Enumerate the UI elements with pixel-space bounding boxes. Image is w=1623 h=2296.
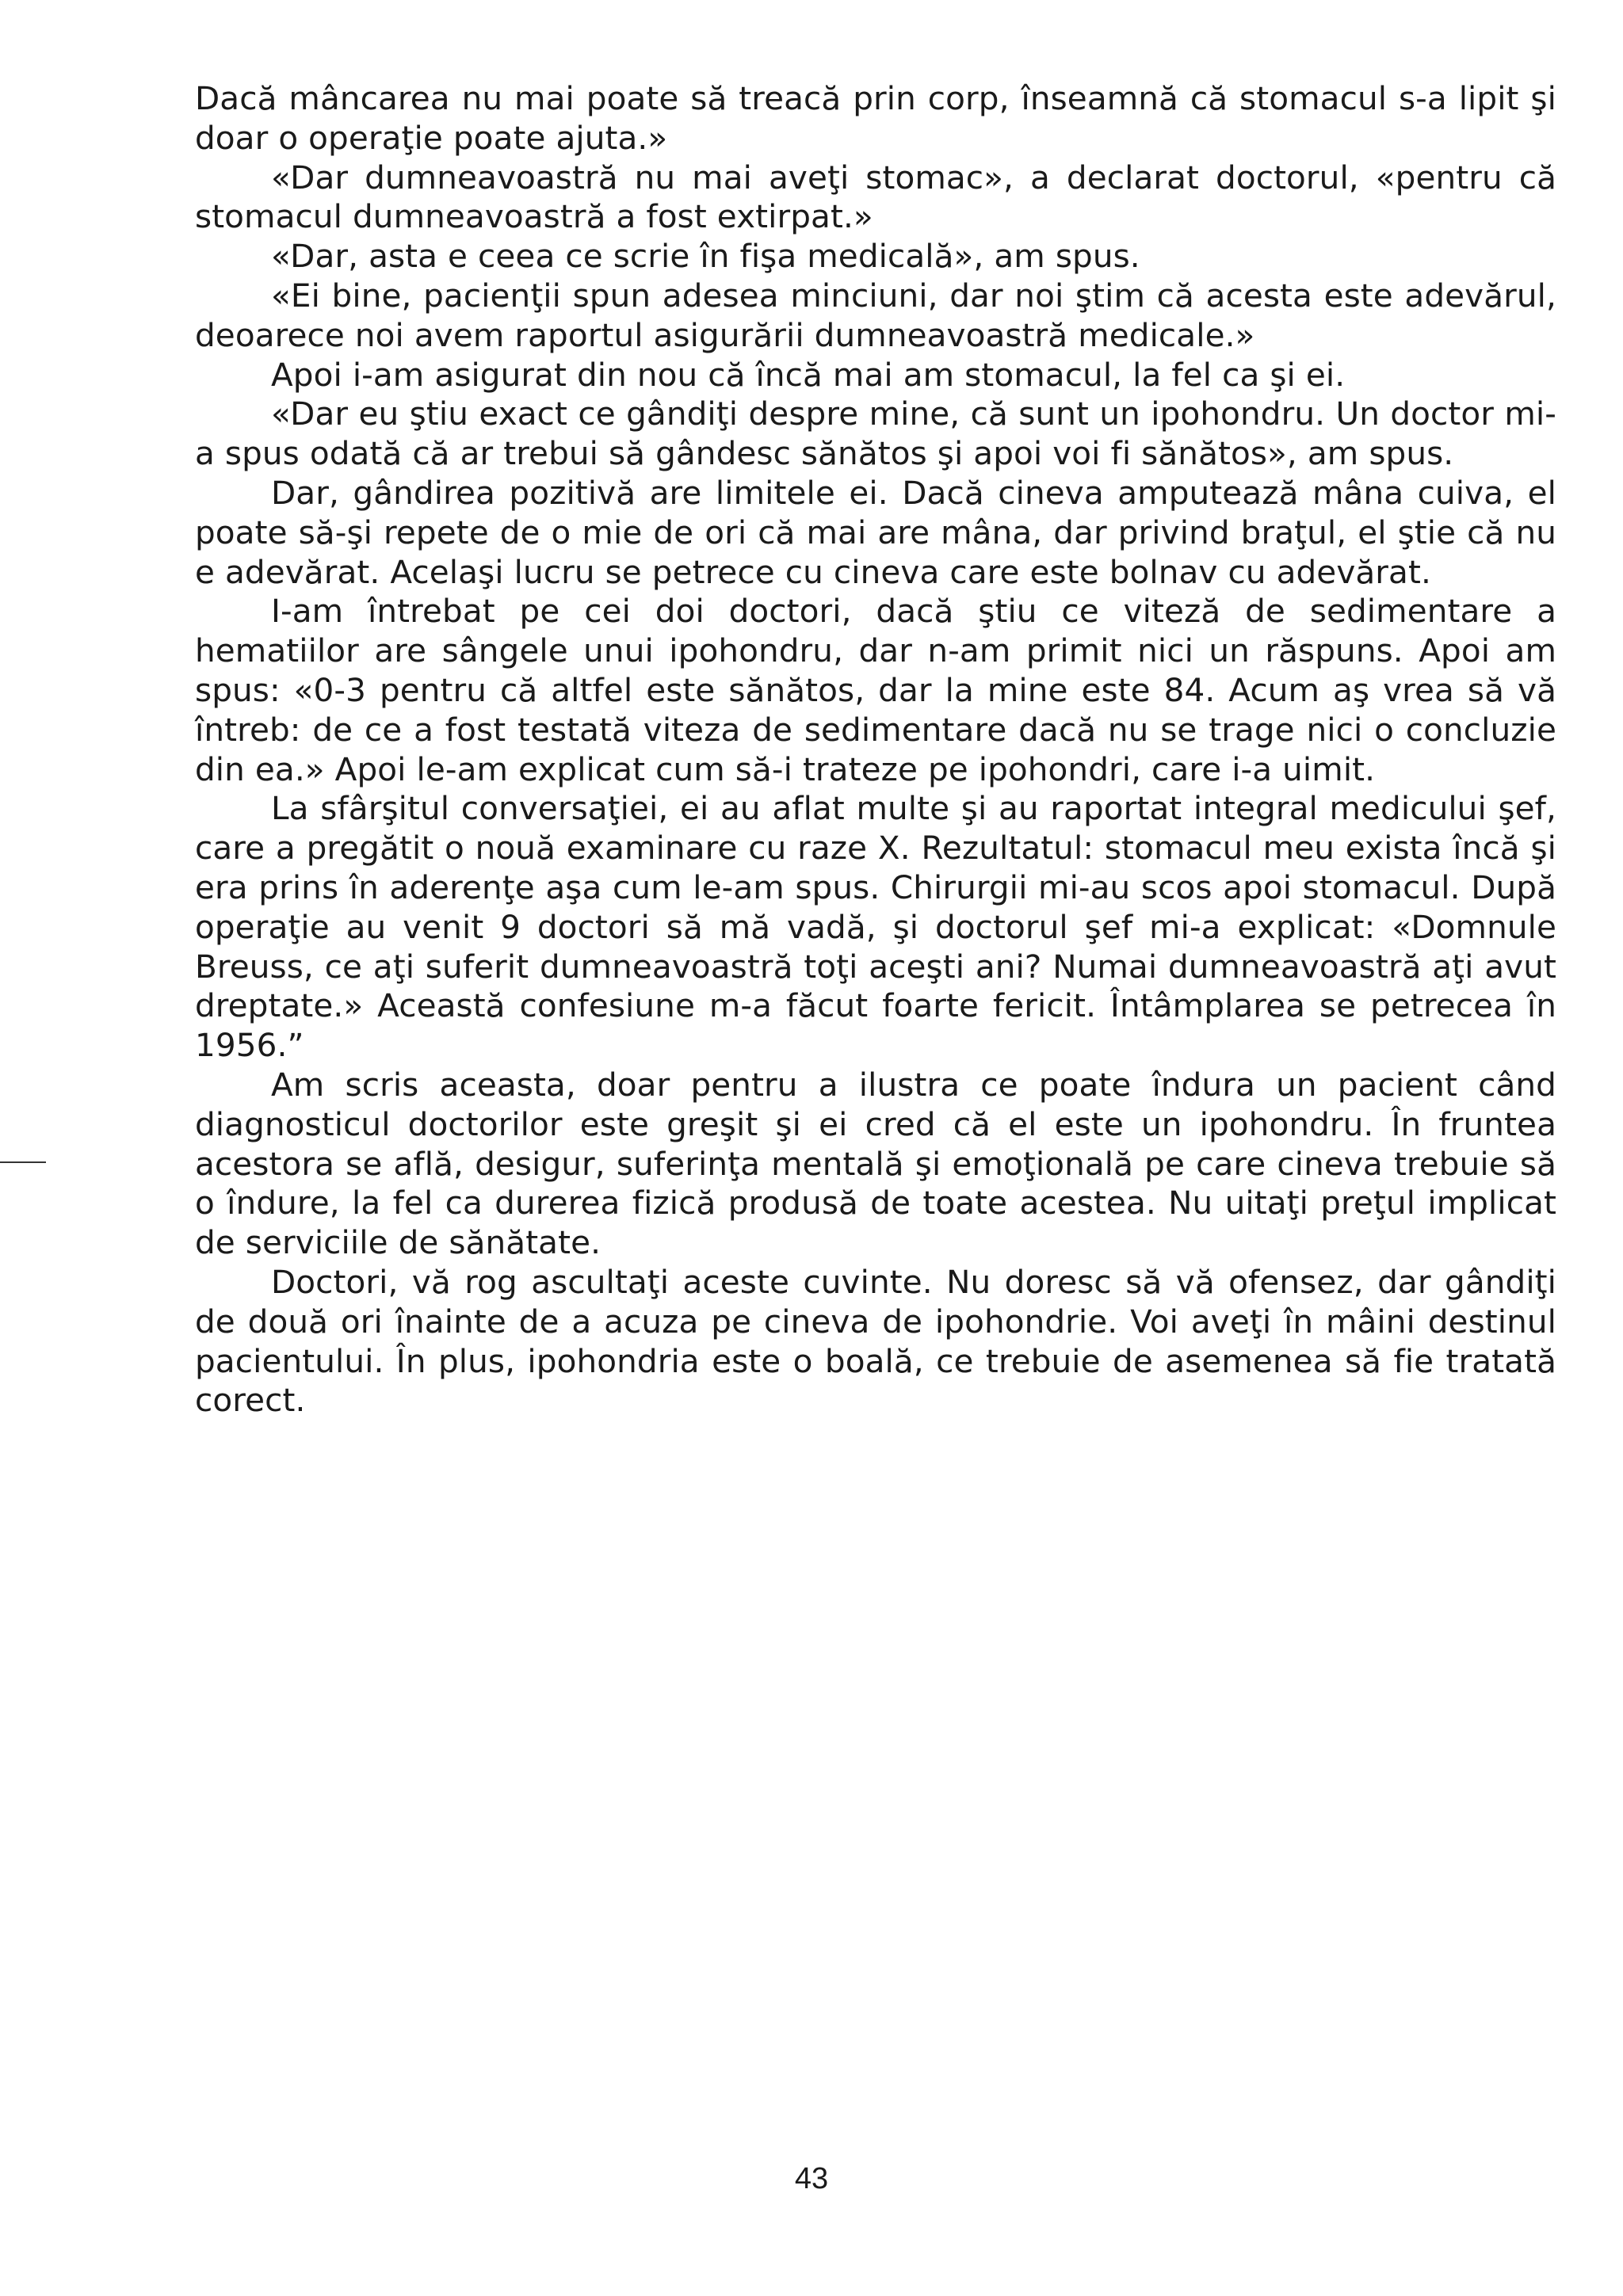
paragraph: La sfârşitul conversaţiei, ei au aflat multe şi au raportat integral medicului şef, care a pregătit o nouă examinare cu raze X. Rezultatul: stomacul meu exista încă şi era prins în aderenţe aşa cum le-am spus. Chirurgii mi-au scos apoi stomacul. După operaţie au venit 9 doctori să mă vadă, şi doctorul şef mi-a explicat: «Domnule Breuss, ce aţi suferit dumneavoastră toţi aceşti ani? Numai dumneavoastră aţi avut dreptate.» Această confesiune m-a făcut foarte fericit. Întâmplarea se petrecea în 1956.”: [195, 789, 1556, 1065]
margin-mark: [0, 1161, 46, 1163]
paragraph: Doctori, vă rog ascultaţi aceste cuvinte. Nu doresc să vă ofensez, dar gândiţi de două ori înainte de a acuza pe cineva de ipohondrie. Voi aveţi în mâini destinul pacientului. În plus, ipohondria este o boală, ce trebuie de asemenea să fie tratată corect.: [195, 1262, 1556, 1420]
paragraph: Dar, gândirea pozitivă are limitele ei. Dacă cineva amputează mâna cuiva, el poate să-şi repete de o mie de ori că mai are mâna, dar privind braţul, el ştie că nu e adevărat. Acelaşi lucru se petrece cu cineva care este bolnav cu adevărat.: [195, 473, 1556, 591]
paragraph: «Dar dumneavoastră nu mai aveţi stomac», a declarat doctorul, «pentru că stomacul dumneavoastră a fost extirpat.»: [195, 158, 1556, 236]
page-number: 43: [794, 2162, 829, 2195]
paragraph: Dacă mâncarea nu mai poate să treacă prin corp, înseamnă că stomacul s-a lipit şi doar o operaţie poate ajuta.»: [195, 79, 1556, 157]
paragraph: «Ei bine, pacienţii spun adesea minciuni, dar noi ştim că acesta este adevărul, deoarece noi avem raportul asigurării dumneavoastră medicale.»: [195, 276, 1556, 354]
paragraph: I-am întrebat pe cei doi doctori, dacă ştiu ce viteză de sedimentare a hematiilor are sângele unui ipohondru, dar n-am primit nici un răspuns. Apoi am spus: «0-3 pentru că altfel este sănătos, dar la mine este 84. Acum aş vrea să vă întreb: de ce a fost testată viteza de sedimentare dacă nu se trage nici o concluzie din ea.» Apoi le-am explicat cum să-i trateze pe ipohondri, care i-a uimit.: [195, 592, 1556, 788]
body-text: [195, 79, 1556, 1421]
paragraph: «Dar, asta e ceea ce scrie în fişa medicală», am spus.: [271, 237, 1140, 276]
paragraph: «Dar eu ştiu exact ce gândiţi despre mine, că sunt un ipohondru. Un doctor mi-a spus odată că ar trebui să gândesc sănătos şi apoi voi fi sănătos», am spus.: [195, 395, 1556, 473]
paragraph: Apoi i-am asigurat din nou că încă mai am stomacul, la fel ca şi ei.: [271, 355, 1346, 394]
paragraph: Am scris aceasta, doar pentru a ilustra ce poate îndura un pacient când diagnosticul doctorilor este greşit şi ei cred că el este un ipohondru. În fruntea acestora se află, desigur, suferinţa mentală şi emoţională pe care cineva trebuie să o îndure, la fel ca durerea fizică produsă de toate acestea. Nu uitaţi preţul implicat de serviciile de sănătate.: [195, 1065, 1556, 1262]
